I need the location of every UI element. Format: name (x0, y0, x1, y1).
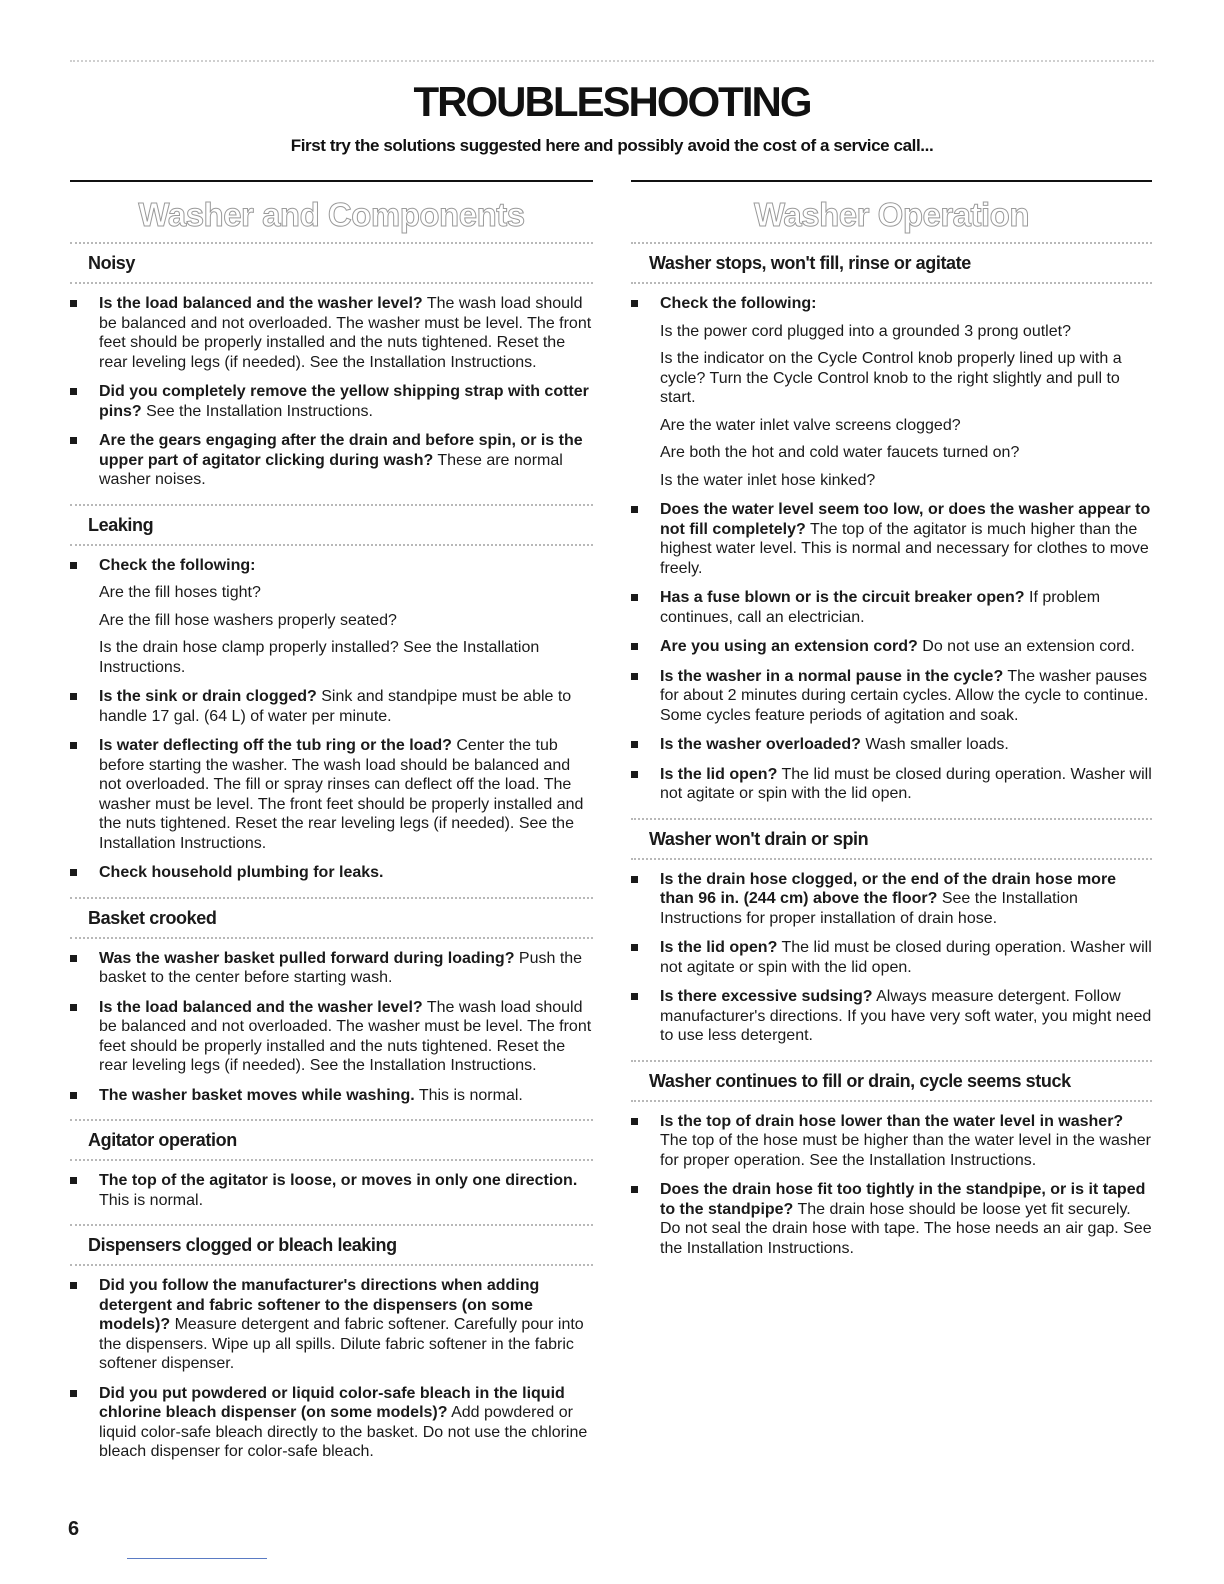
troubleshooting-item (631, 870, 1152, 929)
troubleshooting-item (70, 382, 593, 421)
column-title: Washer and Components (138, 196, 525, 233)
square-bullet-icon (70, 693, 77, 700)
section-gap (70, 883, 593, 897)
troubleshooting-item (631, 735, 1152, 755)
item-question: Is the sink or drain clogged? (99, 688, 317, 705)
troubleshooting-item (631, 294, 1152, 490)
item-question: Did you put powdered or liquid color-safe bleach in the liquid chlorine bleach dispenser (on some models)? (99, 1384, 565, 1421)
section-title: Noisy (70, 242, 593, 284)
section-title: Dispensers clogged or bleach leaking (70, 1224, 593, 1266)
item-text (660, 735, 1152, 755)
item-question: Did you completely remove the yellow shipping strap with cotter pins? (99, 383, 589, 420)
item-answer: The wash load should be balanced and not overloaded. The washer must be level. The front feet should be properly installed and the nuts tightened. Reset the rear leveling legs (if needed). See the Installation Instructions. (99, 998, 592, 1074)
item-text (660, 667, 1152, 726)
square-bullet-icon (631, 944, 638, 951)
item-answer: The top of the hose must be higher than the water level in the washer for proper operation. See the Installation Instructions. (660, 1132, 1151, 1169)
item-question: Check the following: (99, 556, 256, 574)
footer-rule (127, 1558, 267, 1559)
item-text (99, 1086, 593, 1106)
troubleshooting-list (631, 870, 1152, 1046)
item-text (99, 998, 593, 1076)
square-bullet-icon (70, 1390, 77, 1397)
troubleshooting-item (70, 736, 593, 853)
square-bullet-icon (70, 562, 77, 569)
item-question: Does the drain hose fit too tightly in the standpipe, or is it taped to the standpipe? (660, 1181, 1146, 1218)
troubleshooting-list (631, 294, 1152, 804)
item-answer: The lid must be closed during operation. Washer will not agitate or spin with the lid open. (660, 765, 1152, 802)
item-text (660, 765, 1152, 804)
item-answer: Always measure detergent. Follow manufacturer's directions. If you have very soft water, you might need to use less detergent. (660, 988, 1152, 1044)
troubleshooting-item (70, 431, 593, 490)
item-text (99, 1171, 593, 1210)
section-title: Basket crooked (70, 897, 593, 939)
item-text (99, 294, 593, 372)
troubleshooting-item (631, 938, 1152, 977)
item-question: Was the washer basket pulled forward during loading? (99, 949, 515, 967)
item-answer: Measure detergent and fabric softener. Carefully pour into the dispensers. Wipe up all spills. Dilute fabric softener in the fabric softener dispenser. (99, 1316, 584, 1372)
item-question: Is the washer overloaded? (660, 736, 861, 753)
check-line: Are the fill hoses tight? (99, 584, 261, 601)
item-text (660, 870, 1152, 929)
item-answer: Center the tub before starting the washer. The wash load should be balanced and not overloaded. The fill or spray rinses can deflect off the load. The washer must be level. The front feet should be properly installed and the nuts tightened. Reset the rear leveling legs (if needed). See the Installation Instructions. (99, 737, 584, 852)
troubleshooting-list (70, 949, 593, 1106)
troubleshooting-list (70, 1276, 593, 1462)
section-title: Washer continues to fill or drain, cycle seems stuck (631, 1060, 1152, 1102)
square-bullet-icon (70, 1092, 77, 1099)
square-bullet-icon (631, 673, 638, 680)
square-bullet-icon (70, 869, 77, 876)
top-dotted-rule (70, 60, 1154, 62)
section-gap (631, 804, 1152, 818)
item-answer: These are normal washer noises. (99, 451, 563, 488)
item-text (99, 556, 593, 576)
right-column (631, 180, 1152, 1258)
square-bullet-icon (631, 1118, 638, 1125)
section-title: Leaking (70, 504, 593, 546)
item-answer: Sink and standpipe must be able to handle 17 gal. (64 L) of water per minute. (99, 688, 572, 725)
item-answer: The washer pauses for about 2 minutes during certain cycles. Allow the cycle to continue. Some cycles feature periods of agitation and soak. (660, 667, 1149, 724)
section-gap (70, 490, 593, 504)
item-question: Is the washer in a normal pause in the cycle? (660, 667, 1004, 685)
check-line: Are the fill hose washers properly seated? (99, 611, 397, 629)
item-answer: Do not use an extension cord. (917, 638, 1135, 655)
item-text (660, 637, 1152, 657)
square-bullet-icon (631, 506, 638, 513)
item-text (660, 588, 1152, 627)
item-answer: See the Installation Instructions. (141, 402, 373, 420)
sections-container (631, 242, 1152, 1258)
troubleshooting-item (631, 765, 1152, 804)
item-question: The washer basket moves while washing. (99, 1086, 415, 1104)
troubleshooting-item (70, 687, 593, 726)
square-bullet-icon (70, 1177, 77, 1184)
square-bullet-icon (70, 1282, 77, 1289)
check-line: Are the water inlet valve screens clogged? (660, 416, 961, 434)
item-question: Is the drain hose clogged, or the end of the drain hose more than 96 in. (244 cm) above the floor? (660, 870, 1117, 907)
section-gap (70, 1105, 593, 1119)
item-text (99, 431, 593, 490)
column-title: Washer Operation (754, 196, 1029, 233)
item-text (660, 938, 1152, 977)
item-text (99, 687, 593, 726)
square-bullet-icon (70, 955, 77, 962)
left-column (70, 180, 593, 1462)
page-subtitle: First try the solutions suggested here and possibly avoid the cost of a service call... (290, 136, 934, 155)
item-answer: Push the basket to the center before starting wash. (99, 949, 583, 986)
square-bullet-icon (70, 437, 77, 444)
square-bullet-icon (631, 594, 638, 601)
item-text (660, 500, 1152, 578)
item-text (660, 1180, 1152, 1258)
troubleshooting-item (70, 998, 593, 1076)
item-question: Does the water level seem too low, or does the washer appear to not fill completely? (660, 501, 1151, 538)
troubleshooting-item (70, 1171, 593, 1210)
item-question: Is the load balanced and the washer level? (99, 998, 423, 1016)
troubleshooting-item (631, 1180, 1152, 1258)
section-title: Agitator operation (70, 1119, 593, 1161)
troubleshooting-item (631, 500, 1152, 578)
item-answer: This is normal. (414, 1086, 523, 1104)
item-question: Check household plumbing for leaks. (99, 864, 384, 881)
item-answer: This is normal. (99, 1191, 204, 1209)
item-text (99, 1276, 593, 1374)
square-bullet-icon (70, 742, 77, 749)
section-gap (631, 1046, 1152, 1060)
section-title: Washer won't drain or spin (631, 818, 1152, 860)
item-text (660, 1112, 1152, 1171)
troubleshooting-item (70, 1086, 593, 1106)
check-line: Is the drain hose clamp properly installed? See the Installation Instructions. (99, 639, 540, 676)
item-text (660, 294, 1152, 314)
troubleshooting-item (631, 588, 1152, 627)
square-bullet-icon (631, 741, 638, 748)
item-answer: The lid must be closed during operation. Washer will not agitate or spin with the lid open. (660, 939, 1152, 976)
troubleshooting-item (70, 556, 593, 678)
item-question: Is the top of drain hose lower than the water level in washer? (660, 1112, 1124, 1130)
item-answer: The top of the agitator is much higher than the highest water level. This is normal and necessary for clothes to move freely. (660, 520, 1149, 577)
item-answer: The wash load should be balanced and not overloaded. The washer must be level. The front feet should be properly installed and the nuts tightened. Reset the rear leveling legs (if needed). See the Installation Instructions. (99, 295, 592, 371)
check-line: Are both the hot and cold water faucets turned on? (660, 444, 1020, 461)
troubleshooting-item (70, 294, 593, 372)
square-bullet-icon (70, 1004, 77, 1011)
troubleshooting-list (70, 1171, 593, 1210)
square-bullet-icon (631, 300, 638, 307)
troubleshooting-item (70, 1276, 593, 1374)
troubleshooting-item (631, 987, 1152, 1046)
troubleshooting-item (631, 637, 1152, 657)
item-text (99, 736, 593, 853)
troubleshooting-list (70, 294, 593, 490)
page-number: 6 (68, 1518, 80, 1540)
troubleshooting-item (70, 1384, 593, 1462)
sections-container (70, 242, 593, 1462)
check-line: Is the indicator on the Cycle Control knob properly lined up with a cycle? Turn the Cycle Control knob to the right slightly and pull to start. (660, 350, 1122, 406)
item-question: Is the load balanced and the washer level? (99, 295, 423, 312)
item-text (99, 1384, 593, 1462)
section-title: Washer stops, won't fill, rinse or agitate (631, 242, 1152, 284)
troubleshooting-list (70, 556, 593, 883)
section-gap (70, 1210, 593, 1224)
item-question: Are the gears engaging after the drain and before spin, or is the upper part of agitator clicking during wash? (99, 432, 583, 469)
square-bullet-icon (631, 876, 638, 883)
item-question: Is the lid open? (660, 939, 778, 956)
item-text (660, 987, 1152, 1046)
square-bullet-icon (70, 388, 77, 395)
item-text (99, 382, 593, 421)
troubleshooting-item (70, 949, 593, 988)
troubleshooting-item (631, 667, 1152, 726)
item-question: Check the following: (660, 295, 817, 312)
item-answer: Wash smaller loads. (860, 736, 1009, 753)
troubleshooting-item (70, 863, 593, 883)
item-answer: If problem continues, call an electrician. (660, 589, 1101, 626)
item-question: Is water deflecting off the tub ring or the load? (99, 737, 452, 754)
item-question: Has a fuse blown or is the circuit breaker open? (660, 589, 1025, 606)
square-bullet-icon (631, 771, 638, 778)
item-question: Did you follow the manufacturer's directions when adding detergent and fabric softener to the dispensers (on some models)? (99, 1277, 540, 1333)
square-bullet-icon (631, 993, 638, 1000)
square-bullet-icon (70, 300, 77, 307)
item-answer: The drain hose should be loose yet fit securely. Do not seal the drain hose with tape. The hose needs an air gap. See the Installation Instructions. (660, 1200, 1152, 1257)
page-title: TROUBLESHOOTING (413, 78, 811, 125)
troubleshooting-list (631, 1112, 1152, 1259)
square-bullet-icon (631, 643, 638, 650)
item-text (99, 949, 593, 988)
item-text (99, 863, 593, 883)
item-question: Is the lid open? (660, 765, 778, 783)
item-answer: See the Installation Instructions for proper installation of drain hose. (660, 890, 1078, 927)
item-question: The top of the agitator is loose, or moves in only one direction. (99, 1172, 578, 1189)
item-question: Are you using an extension cord? (660, 638, 918, 655)
square-bullet-icon (631, 1186, 638, 1193)
check-line: Is the power cord plugged into a grounded 3 prong outlet? (660, 322, 1071, 340)
item-answer: Add powdered or liquid color-safe bleach directly to the basket. Do not use the chlorine bleach dispenser for color-safe bleach. (99, 1404, 588, 1460)
troubleshooting-item (631, 1112, 1152, 1171)
check-line: Is the water inlet hose kinked? (660, 471, 876, 489)
item-question: Is there excessive sudsing? (660, 988, 873, 1005)
